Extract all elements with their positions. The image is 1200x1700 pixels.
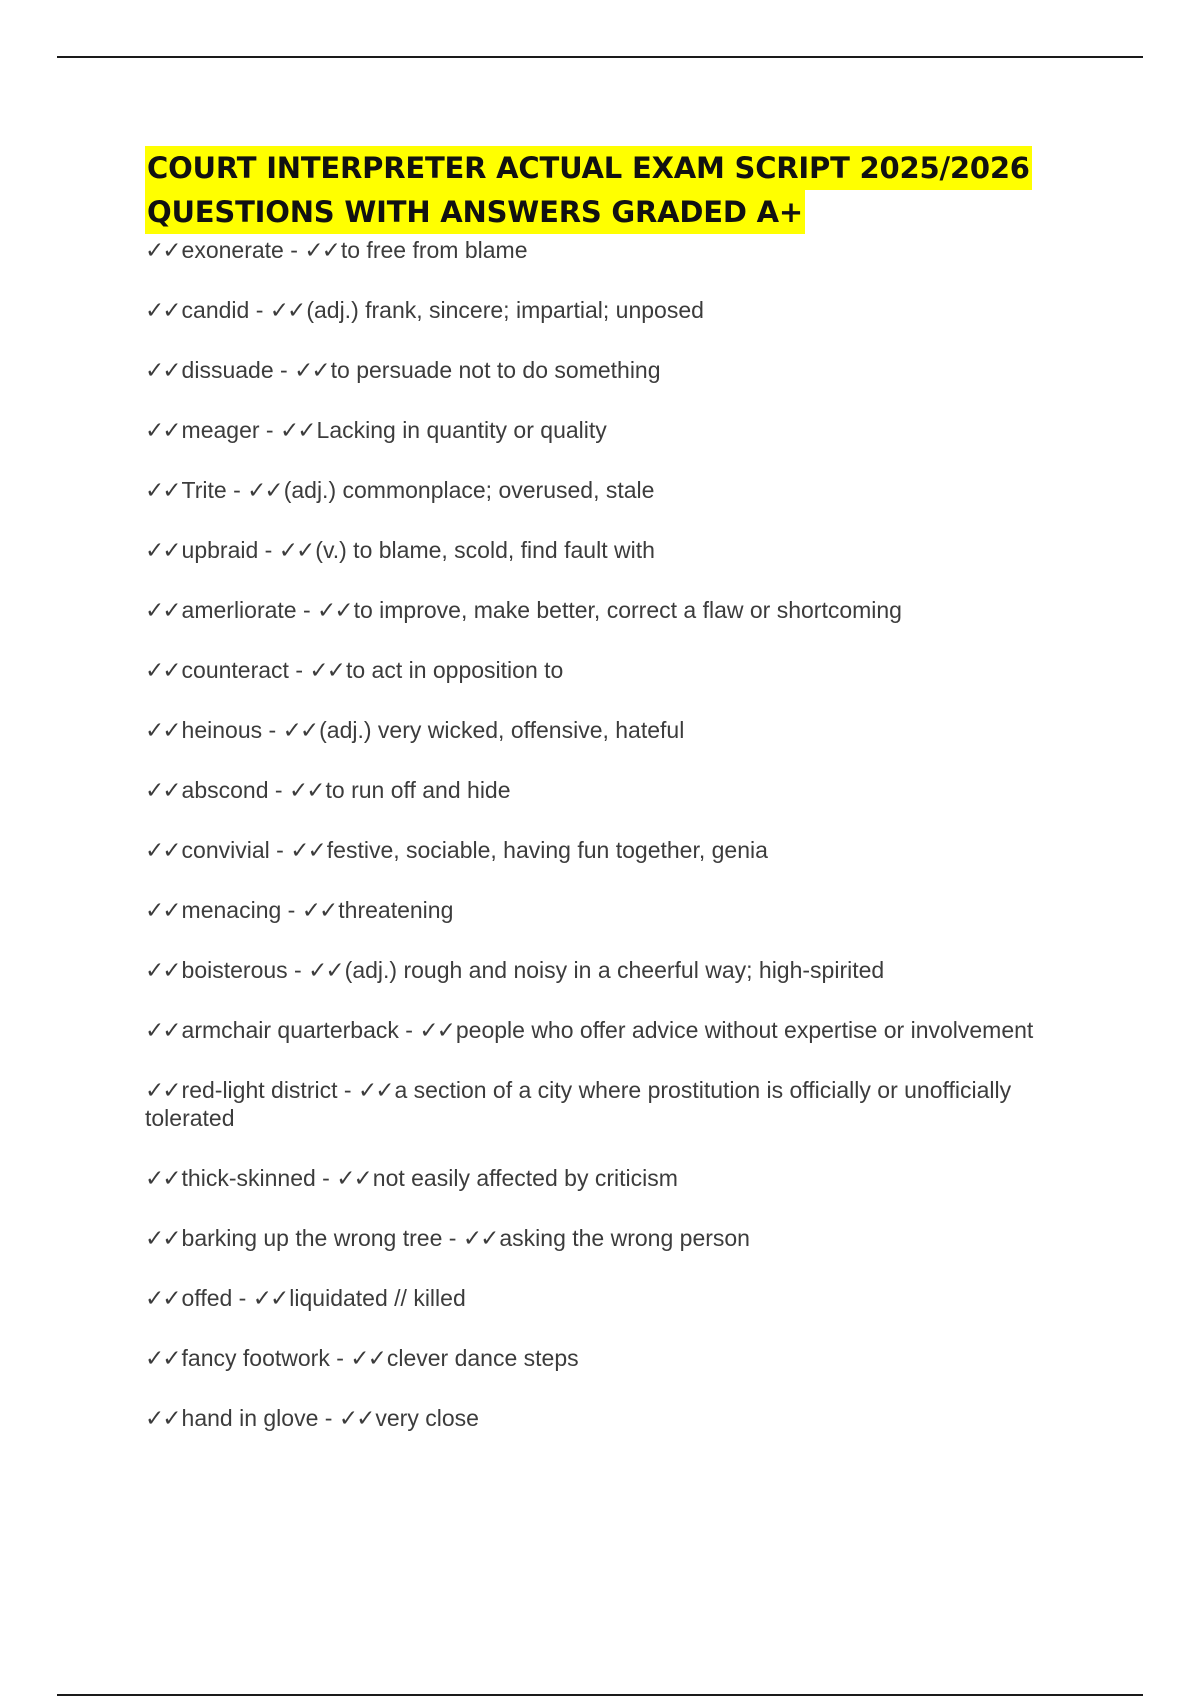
term-definition: (adj.) commonplace; overused, stale <box>283 477 655 503</box>
check-mark-icon: ✓✓ <box>145 657 180 683</box>
term-word: thick-skinned <box>181 1165 316 1191</box>
bottom-divider <box>57 1694 1143 1696</box>
check-mark-icon: ✓✓ <box>145 1165 180 1191</box>
term-entry <box>145 656 1085 684</box>
check-mark-icon: ✓✓ <box>145 597 180 623</box>
term-entry <box>145 236 1085 264</box>
term-entry <box>145 596 1085 624</box>
check-mark-icon: ✓✓ <box>145 1345 180 1371</box>
term-separator: - <box>262 717 283 743</box>
check-mark-icon: ✓✓ <box>304 237 339 263</box>
term-entry <box>145 836 1085 864</box>
term-separator: - <box>232 1285 253 1311</box>
term-word: boisterous <box>181 957 288 983</box>
term-separator: - <box>269 837 291 863</box>
check-mark-icon: ✓✓ <box>350 1345 385 1371</box>
term-definition: to free from blame <box>340 237 528 263</box>
top-divider <box>57 56 1143 58</box>
title-line-1: COURT INTERPRETER ACTUAL EXAM SCRIPT 2025/2026 <box>145 146 1032 190</box>
term-word: heinous <box>181 717 263 743</box>
term-separator: - <box>337 1077 358 1103</box>
term-definition: a section of a city where prostitution is officially or unofficially tolerated <box>145 1077 1012 1131</box>
term-entry <box>145 1076 1085 1132</box>
check-mark-icon: ✓✓ <box>290 837 325 863</box>
term-separator: - <box>226 477 248 503</box>
term-word: Trite <box>181 477 227 503</box>
check-mark-icon: ✓✓ <box>145 297 180 323</box>
term-entry <box>145 1404 1085 1432</box>
term-separator: - <box>283 237 305 263</box>
term-word: red-light district <box>181 1077 338 1103</box>
term-entry <box>145 956 1085 984</box>
check-mark-icon: ✓✓ <box>357 1077 393 1103</box>
term-separator: - <box>258 537 279 563</box>
check-mark-icon: ✓✓ <box>145 777 180 803</box>
term-word: hand in glove <box>181 1405 319 1431</box>
term-definition: festive, sociable, having fun together, genia <box>326 837 768 863</box>
check-mark-icon: ✓✓ <box>145 897 180 923</box>
check-mark-icon: ✓✓ <box>309 657 344 683</box>
term-definition: to run off and hide <box>325 777 511 803</box>
term-separator: - <box>288 657 310 683</box>
check-mark-icon: ✓✓ <box>145 477 180 503</box>
term-separator: - <box>329 1345 351 1371</box>
check-mark-icon: ✓✓ <box>338 1405 374 1431</box>
term-entry <box>145 1164 1085 1192</box>
term-separator: - <box>442 1225 463 1251</box>
document-title <box>145 146 1095 234</box>
check-mark-icon: ✓✓ <box>145 957 180 983</box>
term-entry <box>145 536 1085 564</box>
check-mark-icon: ✓✓ <box>145 537 180 563</box>
term-definition: not easily affected by criticism <box>372 1165 678 1191</box>
check-mark-icon: ✓✓ <box>279 417 315 443</box>
term-entry <box>145 716 1085 744</box>
term-entry <box>145 776 1085 804</box>
term-word: upbraid <box>181 537 259 563</box>
check-mark-icon: ✓✓ <box>462 1225 498 1251</box>
term-definition: people who offer advice without expertise or involvement <box>455 1017 1034 1043</box>
term-word: offed <box>181 1285 233 1311</box>
term-word: candid <box>181 297 250 323</box>
term-word: fancy footwork <box>181 1345 330 1371</box>
term-definition: to persuade not to do something <box>330 357 661 383</box>
check-mark-icon: ✓✓ <box>294 357 329 383</box>
term-entry <box>145 896 1085 924</box>
title-line-2: QUESTIONS WITH ANSWERS GRADED A+ <box>145 190 805 234</box>
check-mark-icon: ✓✓ <box>145 1077 180 1103</box>
check-mark-icon: ✓✓ <box>145 1225 180 1251</box>
term-word: menacing <box>181 897 282 923</box>
term-separator: - <box>287 957 309 983</box>
check-mark-icon: ✓✓ <box>308 957 343 983</box>
check-mark-icon: ✓✓ <box>145 1017 180 1043</box>
check-mark-icon: ✓✓ <box>282 717 318 743</box>
term-word: barking up the wrong tree <box>181 1225 443 1251</box>
term-separator: - <box>249 297 270 323</box>
term-definition: (adj.) rough and noisy in a cheerful way; high-spirited <box>344 957 885 983</box>
term-definition: Lacking in quantity or quality <box>316 417 607 443</box>
term-word: armchair quarterback <box>181 1017 399 1043</box>
term-definition: very close <box>375 1405 479 1431</box>
check-mark-icon: ✓✓ <box>419 1017 454 1043</box>
check-mark-icon: ✓✓ <box>336 1165 371 1191</box>
check-mark-icon: ✓✓ <box>145 237 180 263</box>
term-separator: - <box>268 777 289 803</box>
check-mark-icon: ✓✓ <box>278 537 314 563</box>
term-entry <box>145 1016 1085 1044</box>
term-entry <box>145 1284 1085 1312</box>
term-word: exonerate <box>181 237 284 263</box>
check-mark-icon: ✓✓ <box>145 1405 180 1431</box>
check-mark-icon: ✓✓ <box>145 357 180 383</box>
term-entry <box>145 296 1085 324</box>
term-separator: - <box>259 417 280 443</box>
check-mark-icon: ✓✓ <box>252 1285 288 1311</box>
term-entry <box>145 1224 1085 1252</box>
term-entry <box>145 1344 1085 1372</box>
term-word: convivial <box>181 837 270 863</box>
check-mark-icon: ✓✓ <box>317 597 352 623</box>
check-mark-icon: ✓✓ <box>301 897 337 923</box>
term-definition: liquidated // killed <box>289 1285 466 1311</box>
term-definition: (v.) to blame, scold, find fault with <box>315 537 655 563</box>
term-definition: asking the wrong person <box>499 1225 750 1251</box>
term-definition: (adj.) very wicked, offensive, hateful <box>319 717 685 743</box>
term-separator: - <box>273 357 295 383</box>
term-definition: to act in opposition to <box>345 657 564 683</box>
check-mark-icon: ✓✓ <box>288 777 324 803</box>
term-word: abscond <box>181 777 269 803</box>
check-mark-icon: ✓✓ <box>247 477 282 503</box>
term-word: counteract <box>181 657 289 683</box>
term-separator: - <box>281 897 302 923</box>
term-definition: threatening <box>338 897 454 923</box>
check-mark-icon: ✓✓ <box>145 717 180 743</box>
term-separator: - <box>318 1405 339 1431</box>
term-word: amerliorate <box>181 597 297 623</box>
check-mark-icon: ✓✓ <box>145 417 180 443</box>
check-mark-icon: ✓✓ <box>145 837 180 863</box>
term-entry <box>145 356 1085 384</box>
check-mark-icon: ✓✓ <box>145 1285 180 1311</box>
term-word: dissuade <box>181 357 274 383</box>
term-separator: - <box>296 597 318 623</box>
term-separator: - <box>398 1017 420 1043</box>
check-mark-icon: ✓✓ <box>269 297 305 323</box>
term-list <box>145 236 1085 1464</box>
term-entry <box>145 476 1085 504</box>
term-word: meager <box>181 417 260 443</box>
term-definition: clever dance steps <box>386 1345 579 1371</box>
term-definition: (adj.) frank, sincere; impartial; unposed <box>306 297 704 323</box>
term-entry <box>145 416 1085 444</box>
term-separator: - <box>315 1165 337 1191</box>
term-definition: to improve, make better, correct a flaw or shortcoming <box>353 597 902 623</box>
